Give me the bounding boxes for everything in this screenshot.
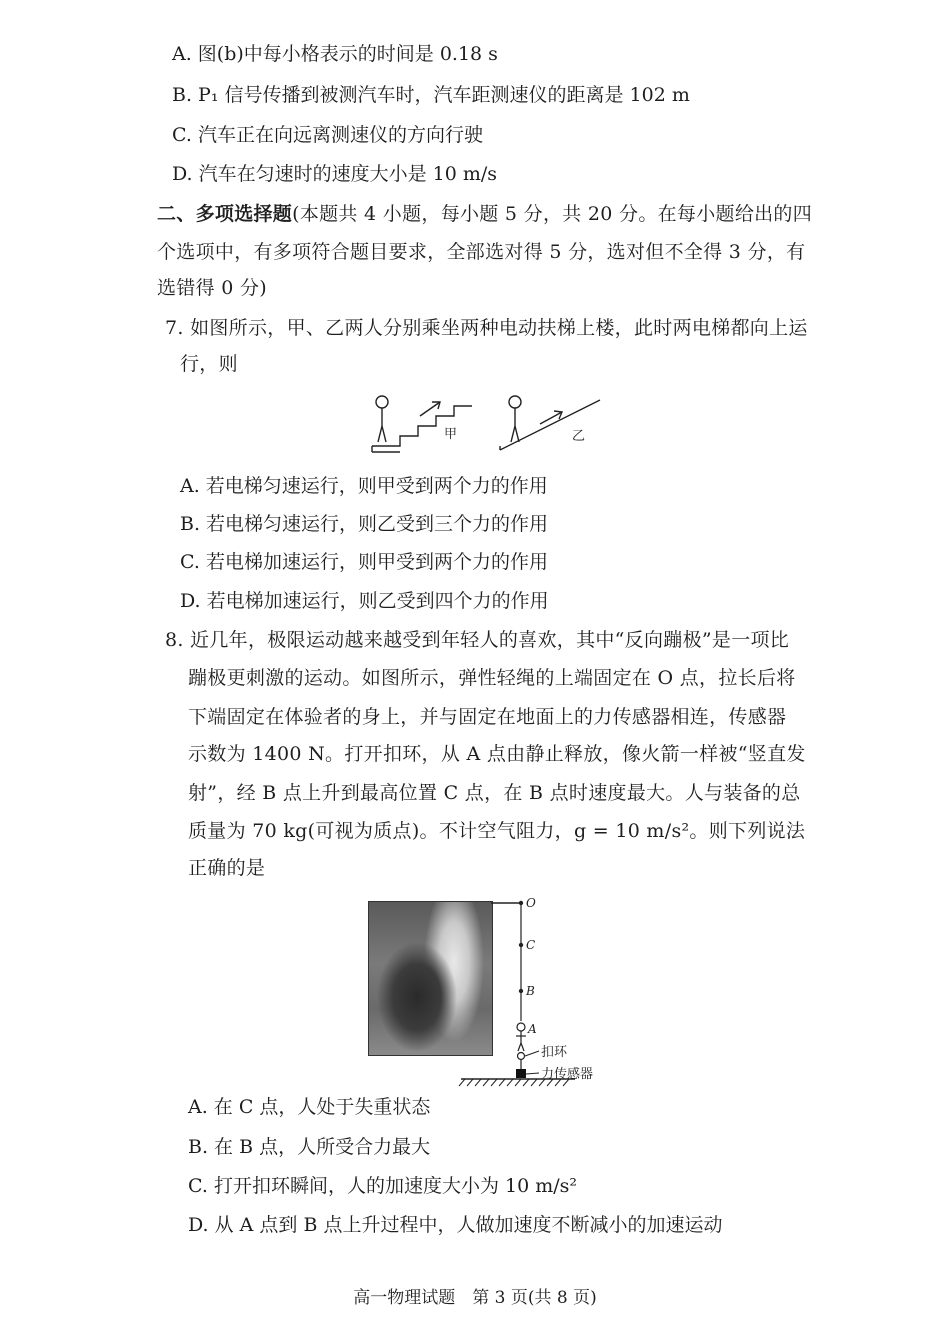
- buckle-icon: [518, 1053, 525, 1060]
- label-sensor: 力传感器: [541, 1067, 594, 1082]
- q8-stem-5: 射”，经 B 点上升到最高位置 C 点，在 B 点时速度最大。人与装备的总: [188, 782, 801, 804]
- q8-bungee-diagram: [455, 893, 615, 1088]
- section2-line-2: 个选项中，有多项符合题目要求，全部选对得 5 分，选对但不全得 3 分，有: [157, 241, 806, 263]
- q7-stem-1: 7. 如图所示，甲、乙两人分别乘坐两种电动扶梯上楼，此时两电梯都向上运: [165, 317, 808, 339]
- arrow-up-jia-icon: [420, 402, 440, 416]
- label-jia: 甲: [444, 427, 458, 442]
- point-b-dot: [519, 989, 523, 993]
- label-c: C: [526, 938, 536, 952]
- prev-option-d: D. 汽车在匀速时的速度大小是 10 m/s: [172, 163, 498, 185]
- label-a: A: [528, 1022, 537, 1036]
- label-o: O: [526, 896, 536, 910]
- q8-option-b: B. 在 B 点，人所受合力最大: [188, 1136, 431, 1158]
- arrow-up-yi-icon: [540, 411, 562, 424]
- label-buckle: 扣环: [541, 1045, 568, 1060]
- section2-line-3: 选错得 0 分): [157, 277, 267, 299]
- q7-stem-2: 行，则: [180, 353, 238, 375]
- q8-stem-6: 质量为 70 kg(可视为质点)。不计空气阻力，g = 10 m/s²。则下列说法: [188, 820, 806, 842]
- section2-instructions-1: (本题共 4 小题，每小题 5 分，共 20 分。在每小题给出的四: [292, 203, 813, 225]
- q7-escalator-figure: [360, 390, 610, 465]
- label-b: B: [526, 984, 535, 998]
- q8-stem-2: 蹦极更刺激的运动。如图所示，弹性轻绳的上端固定在 O 点，拉长后将: [188, 667, 796, 689]
- page-footer: 高一物理试题 第 3 页(共 8 页): [353, 1288, 597, 1308]
- person-jia-icon: [376, 396, 388, 442]
- person-a-icon: [516, 1023, 526, 1051]
- point-c-dot: [519, 943, 523, 947]
- q8-stem-3: 下端固定在体验者的身上，并与固定在地面上的力传感器相连，传感器: [188, 706, 787, 728]
- q8-stem-4: 示数为 1400 N。打开扣环，从 A 点由静止释放，像火箭一样被“竖直发: [188, 743, 806, 765]
- prev-option-b: B. P₁ 信号传播到被测汽车时，汽车距测速仪的距离是 102 m: [172, 84, 690, 106]
- q7-option-d: D. 若电梯加速运行，则乙受到四个力的作用: [180, 590, 549, 612]
- q7-option-b: B. 若电梯匀速运行，则乙受到三个力的作用: [180, 513, 549, 535]
- q8-option-c: C. 打开扣环瞬间，人的加速度大小为 10 m/s²: [188, 1175, 577, 1197]
- prev-option-a: A. 图(b)中每小格表示的时间是 0.18 s: [172, 43, 498, 65]
- label-yi: 乙: [572, 429, 586, 444]
- q8-option-a: A. 在 C 点，人处于失重状态: [188, 1096, 431, 1118]
- point-o-dot: [519, 901, 523, 905]
- force-sensor-icon: [516, 1069, 526, 1078]
- q7-option-c: C. 若电梯加速运行，则甲受到两个力的作用: [180, 551, 548, 573]
- q7-option-a: A. 若电梯匀速运行，则甲受到两个力的作用: [180, 475, 548, 497]
- section2-heading: 二、多项选择题: [157, 203, 293, 225]
- prev-option-c: C. 汽车正在向远离测速仪的方向行驶: [172, 124, 483, 146]
- section2-line-1: [157, 202, 812, 226]
- person-yi-icon: [509, 396, 521, 442]
- q8-option-d: D. 从 A 点到 B 点上升过程中，人做加速度不断减小的加速运动: [188, 1214, 723, 1236]
- q8-stem-7: 正确的是: [188, 857, 266, 879]
- q8-stem-1: 8. 近几年，极限运动越来越受到年轻人的喜欢，其中“反向蹦极”是一项比: [165, 629, 790, 651]
